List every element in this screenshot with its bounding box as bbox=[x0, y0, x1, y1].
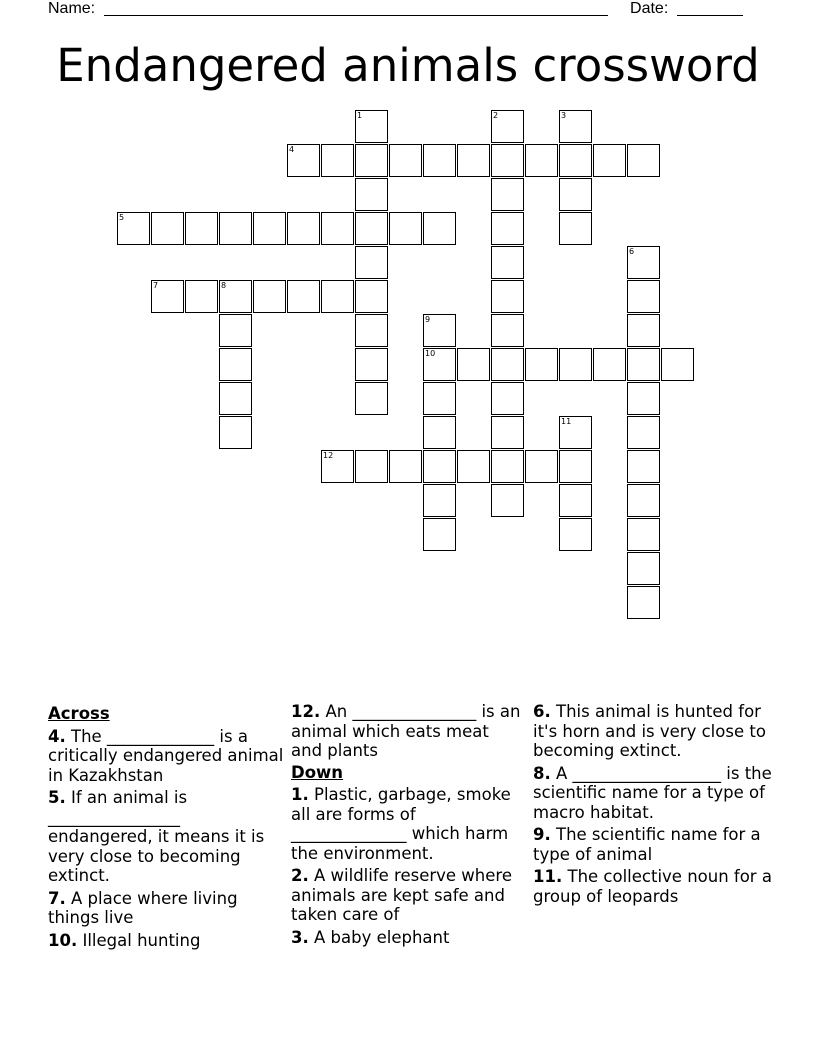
clue-text: A wildlife reserve where animals are kept safe and taken care of bbox=[291, 866, 512, 924]
crossword-cell[interactable] bbox=[627, 518, 660, 551]
clue-number: 12. bbox=[291, 702, 321, 721]
page-title: Endangered animals crossword bbox=[56, 39, 760, 92]
crossword-cell[interactable] bbox=[559, 212, 592, 245]
crossword-cell[interactable] bbox=[627, 314, 660, 347]
cell-number: 1 bbox=[357, 111, 363, 120]
crossword-cell[interactable] bbox=[355, 314, 388, 347]
clue-down-3 bbox=[291, 928, 521, 948]
crossword-cell[interactable] bbox=[627, 348, 660, 381]
crossword-cell[interactable] bbox=[491, 178, 524, 211]
crossword-cell[interactable] bbox=[559, 450, 592, 483]
crossword-cell[interactable] bbox=[593, 348, 626, 381]
clue-number: 2. bbox=[291, 866, 309, 885]
clue-number: 7. bbox=[48, 888, 66, 908]
header bbox=[48, 0, 743, 18]
crossword-cell[interactable] bbox=[287, 144, 320, 177]
crossword-cell[interactable] bbox=[185, 280, 218, 313]
crossword-cell[interactable] bbox=[355, 178, 388, 211]
crossword-cell[interactable] bbox=[219, 382, 252, 415]
crossword-cell[interactable] bbox=[423, 348, 456, 381]
clue-across-10 bbox=[48, 931, 286, 951]
clue-text: Illegal hunting bbox=[82, 930, 201, 950]
crossword-cell[interactable] bbox=[423, 314, 456, 347]
clue-number: 3. bbox=[291, 927, 309, 947]
crossword-cell[interactable] bbox=[559, 178, 592, 211]
cell-number: 6 bbox=[629, 247, 635, 256]
crossword-cell[interactable] bbox=[321, 450, 354, 483]
crossword-cell[interactable] bbox=[287, 280, 320, 313]
crossword-cell[interactable] bbox=[491, 144, 524, 177]
crossword-cell[interactable] bbox=[423, 382, 456, 415]
name-label: Name: bbox=[48, 0, 96, 17]
crossword-cell[interactable] bbox=[559, 416, 592, 449]
crossword-cell[interactable] bbox=[321, 144, 354, 177]
crossword-cell[interactable] bbox=[627, 280, 660, 313]
crossword-cell[interactable] bbox=[423, 144, 456, 177]
crossword-cell[interactable] bbox=[559, 518, 592, 551]
crossword-cell[interactable] bbox=[355, 246, 388, 279]
clue-number: 1. bbox=[291, 785, 309, 804]
clue-number: 10. bbox=[48, 930, 78, 950]
crossword-cell[interactable] bbox=[389, 450, 422, 483]
crossword-cell[interactable] bbox=[253, 212, 286, 245]
crossword-cell[interactable] bbox=[389, 212, 422, 245]
crossword-cell[interactable] bbox=[627, 246, 660, 279]
crossword-cell[interactable] bbox=[355, 450, 388, 483]
cell-number: 11 bbox=[561, 417, 572, 426]
crossword-cell[interactable] bbox=[491, 416, 524, 449]
crossword-cell[interactable] bbox=[491, 314, 524, 347]
clue-text: A __________________ is the scientific name for a type of macro habitat. bbox=[533, 763, 772, 822]
crossword-cell[interactable] bbox=[627, 586, 660, 619]
crossword-cell[interactable] bbox=[559, 144, 592, 177]
crossword-cell[interactable] bbox=[355, 348, 388, 381]
crossword-cell[interactable] bbox=[185, 212, 218, 245]
clue-text: The _____________ is a critically endangered animal in Kazakhstan bbox=[48, 726, 284, 785]
crossword-cell[interactable] bbox=[219, 280, 252, 313]
crossword-cell[interactable] bbox=[355, 110, 388, 143]
crossword-cell[interactable] bbox=[219, 416, 252, 449]
crossword-cell[interactable] bbox=[491, 382, 524, 415]
down-heading: Down bbox=[291, 762, 344, 782]
crossword-cell[interactable] bbox=[321, 280, 354, 313]
date-field[interactable] bbox=[677, 0, 743, 16]
crossword-cell[interactable] bbox=[423, 484, 456, 517]
crossword-cell[interactable] bbox=[457, 450, 490, 483]
crossword-cell[interactable] bbox=[627, 484, 660, 517]
cell-number: 3 bbox=[561, 111, 567, 120]
crossword-cell[interactable] bbox=[627, 144, 660, 177]
crossword-cell[interactable] bbox=[627, 382, 660, 415]
clue-number: 4. bbox=[48, 726, 66, 746]
crossword-cell[interactable] bbox=[525, 144, 558, 177]
clue-number: 11. bbox=[533, 867, 563, 886]
crossword-cell[interactable] bbox=[355, 280, 388, 313]
crossword-cell[interactable] bbox=[355, 382, 388, 415]
cell-number: 12 bbox=[323, 451, 334, 460]
crossword-cell[interactable] bbox=[423, 212, 456, 245]
cell-number: 9 bbox=[425, 315, 431, 324]
crossword-cell[interactable] bbox=[491, 110, 524, 143]
crossword-cell[interactable] bbox=[525, 450, 558, 483]
crossword-cell[interactable] bbox=[627, 416, 660, 449]
clue-down-11 bbox=[533, 867, 773, 906]
clue-text: An _______________ is an animal which eats meat and plants bbox=[291, 702, 521, 760]
crossword-cell[interactable] bbox=[491, 484, 524, 517]
clue-number: 6. bbox=[533, 702, 551, 721]
crossword-cell[interactable] bbox=[491, 212, 524, 245]
crossword-cell[interactable] bbox=[627, 450, 660, 483]
clue-number: 5. bbox=[48, 788, 66, 807]
crossword-cell[interactable] bbox=[559, 484, 592, 517]
clue-text: The collective noun for a group of leopards bbox=[533, 867, 772, 906]
cell-number: 10 bbox=[425, 349, 436, 358]
clue-across-4 bbox=[48, 727, 286, 786]
crossword-cell[interactable] bbox=[423, 416, 456, 449]
clue-text: A place where living things live bbox=[48, 888, 238, 927]
crossword-cell[interactable] bbox=[491, 246, 524, 279]
cell-number: 7 bbox=[153, 281, 159, 290]
crossword-cell[interactable] bbox=[627, 552, 660, 585]
clue-down-8 bbox=[533, 764, 773, 823]
crossword-cell[interactable] bbox=[423, 518, 456, 551]
cell-number: 2 bbox=[493, 111, 499, 120]
clue-down-1 bbox=[291, 785, 521, 863]
clue-text: If an animal is ________________ endangered, it means it is very close to becoming extinct. bbox=[48, 788, 265, 885]
clue-text: This animal is hunted for it's horn and is very close to becoming extinct. bbox=[533, 702, 766, 760]
crossword-cell[interactable] bbox=[117, 212, 150, 245]
crossword-cell[interactable] bbox=[423, 450, 456, 483]
crossword-cell[interactable] bbox=[219, 314, 252, 347]
clue-text: Plastic, garbage, smoke all are forms of ______________ which harm the environment. bbox=[291, 785, 511, 863]
crossword-cell[interactable] bbox=[661, 348, 694, 381]
clues-column-1 bbox=[48, 702, 286, 950]
across-heading: Across bbox=[48, 704, 110, 723]
crossword-cell[interactable] bbox=[321, 212, 354, 245]
crossword-cell[interactable] bbox=[355, 144, 388, 177]
clue-down-6 bbox=[533, 702, 773, 761]
crossword-cell[interactable] bbox=[389, 144, 422, 177]
clue-across-5 bbox=[48, 788, 286, 886]
clue-down-2 bbox=[291, 866, 521, 925]
clue-across-12 bbox=[291, 702, 521, 761]
date-label: Date: bbox=[630, 0, 669, 17]
clue-across-7 bbox=[48, 889, 286, 928]
cell-number: 5 bbox=[119, 213, 125, 222]
crossword-cell[interactable] bbox=[219, 212, 252, 245]
clue-text: The scientific name for a type of animal bbox=[533, 825, 761, 864]
crossword-cell[interactable] bbox=[491, 348, 524, 381]
clue-down-9 bbox=[533, 825, 773, 864]
crossword-cell[interactable] bbox=[559, 110, 592, 143]
name-field[interactable] bbox=[104, 0, 608, 16]
crossword-cell[interactable] bbox=[253, 280, 286, 313]
crossword-cell[interactable] bbox=[593, 144, 626, 177]
crossword-cell[interactable] bbox=[457, 144, 490, 177]
clue-number: 9. bbox=[533, 825, 551, 844]
crossword-cell[interactable] bbox=[287, 212, 320, 245]
clue-number: 8. bbox=[533, 763, 551, 783]
crossword-cell[interactable] bbox=[491, 450, 524, 483]
cell-number: 4 bbox=[289, 145, 295, 154]
crossword-cell[interactable] bbox=[355, 212, 388, 245]
crossword-cell[interactable] bbox=[457, 348, 490, 381]
clues-column-3 bbox=[533, 702, 773, 906]
crossword-cell[interactable] bbox=[559, 348, 592, 381]
crossword-cell[interactable] bbox=[491, 280, 524, 313]
clues-column-2 bbox=[291, 702, 521, 947]
crossword-cell[interactable] bbox=[151, 212, 184, 245]
cell-number: 8 bbox=[221, 281, 227, 290]
clue-text: A baby elephant bbox=[314, 927, 450, 947]
crossword-cell[interactable] bbox=[151, 280, 184, 313]
crossword-cell[interactable] bbox=[525, 348, 558, 381]
crossword-cell[interactable] bbox=[219, 348, 252, 381]
